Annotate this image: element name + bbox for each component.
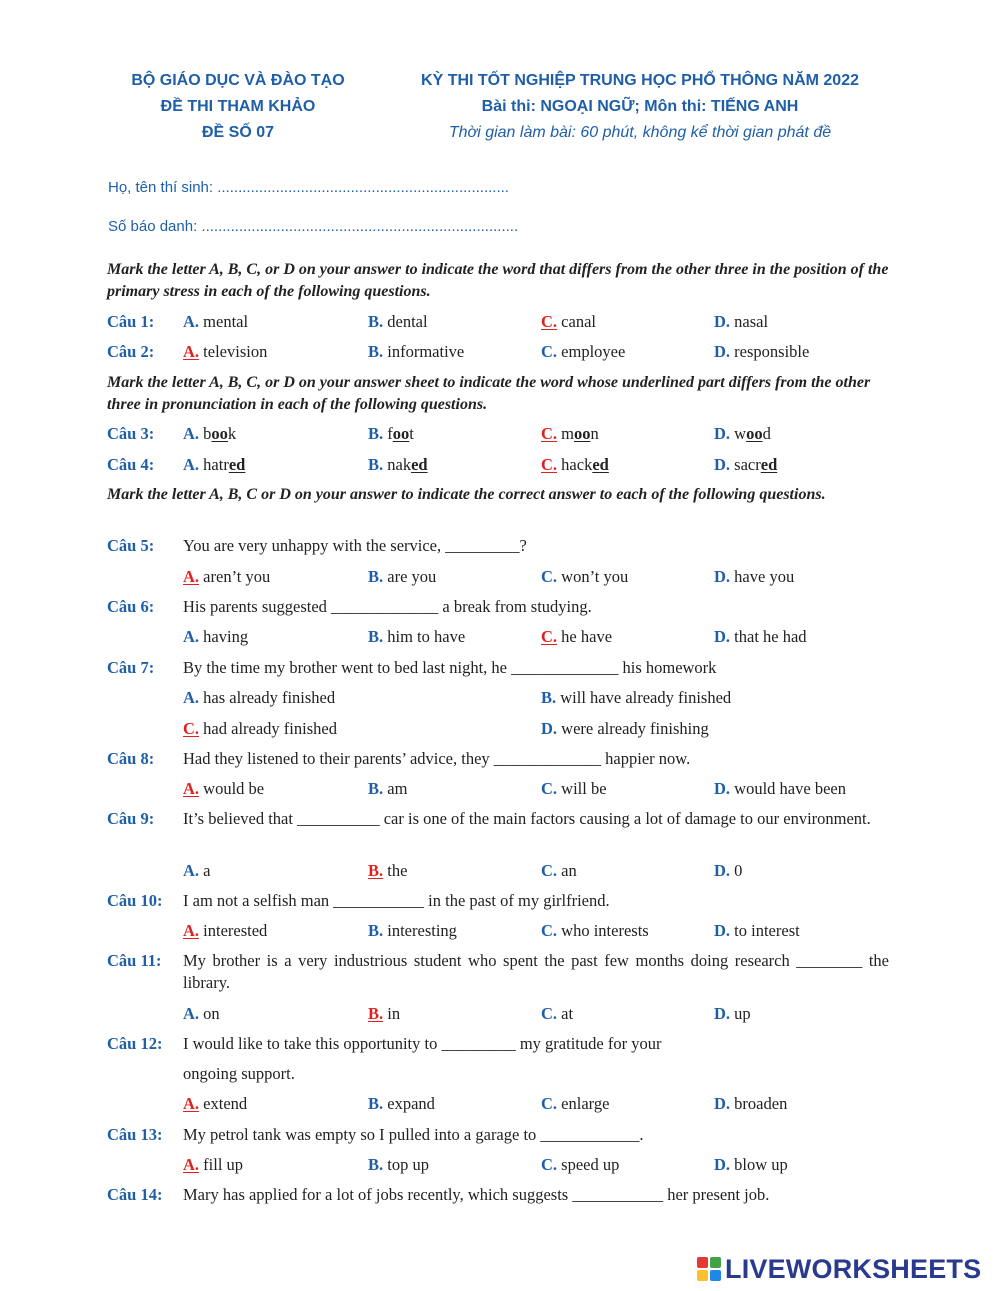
answer-letter: A.: [183, 342, 200, 361]
option-text: him to have: [387, 627, 466, 646]
option-text: would have been: [734, 779, 846, 798]
option-b[interactable]: [368, 1003, 400, 1025]
underlined-part: ed: [228, 455, 246, 474]
answer-letter: C.: [541, 312, 558, 331]
underlined-part: ed: [760, 455, 778, 474]
option-letter: B.: [368, 779, 384, 798]
option-text: interesting: [387, 921, 457, 940]
question-14-stem-row: [107, 1184, 892, 1208]
answer-letter: C.: [541, 424, 558, 443]
answer-letter: B.: [368, 861, 384, 880]
option-text-start: hatr: [203, 455, 229, 474]
option-text: dental: [387, 312, 428, 331]
question-8-options: [107, 778, 892, 802]
option-letter: C.: [541, 779, 558, 798]
option-a[interactable]: [183, 920, 267, 942]
option-b[interactable]: [368, 1093, 435, 1115]
answer-letter: C.: [183, 719, 200, 738]
option-text-start: sacr: [734, 455, 761, 474]
exam-time: Thời gian làm bài: 60 phút, không kể thời gian phát đề: [448, 124, 832, 141]
question-number: Câu 6:: [107, 597, 155, 616]
option-text: television: [203, 342, 268, 361]
option-text: aren’t you: [203, 567, 271, 586]
option-letter: D.: [714, 1094, 731, 1113]
option-a[interactable]: [183, 341, 267, 363]
option-letter: C.: [541, 921, 558, 940]
question-12-stem-row-2: [107, 1063, 892, 1087]
question-12-options: [107, 1093, 892, 1117]
option-text: mental: [203, 312, 249, 331]
question-3: [107, 423, 892, 447]
question-stem-continued: ongoing support.: [183, 1064, 295, 1083]
option-letter: A.: [183, 455, 200, 474]
option-b[interactable]: [368, 1154, 429, 1176]
question-10-stem-row: [107, 890, 892, 914]
option-a[interactable]: [183, 454, 245, 476]
option-text-start: b: [203, 424, 212, 443]
option-b[interactable]: [368, 860, 407, 882]
option-text: would be: [203, 779, 265, 798]
option-text: up: [734, 1004, 751, 1023]
option-text-end: k: [227, 424, 237, 443]
question-number: Câu 1:: [107, 312, 155, 331]
option-text: an: [561, 861, 577, 880]
option-letter: D.: [714, 424, 731, 443]
option-letter: A.: [183, 312, 200, 331]
answer-letter: A.: [183, 779, 200, 798]
option-d[interactable]: [714, 566, 794, 588]
option-b[interactable]: [368, 778, 407, 800]
option-text-end: d: [762, 424, 771, 443]
option-letter: D.: [714, 627, 731, 646]
option-letter: C.: [541, 1004, 558, 1023]
exam-type: ĐỀ THI THAM KHẢO: [160, 98, 316, 115]
option-d[interactable]: [714, 1093, 787, 1115]
exam-number: ĐỀ SỐ 07: [201, 124, 275, 141]
question-number: Câu 4:: [107, 455, 155, 474]
option-letter: D.: [714, 861, 731, 880]
question-stem: His parents suggested _____________ a break from studying.: [183, 597, 592, 616]
question-stem: Had they listened to their parents’ advice, they _____________ happier now.: [183, 749, 691, 768]
option-text-start: nak: [387, 455, 412, 474]
question-number: Câu 11:: [107, 951, 162, 970]
instruction-stress: Mark the letter A, B, C, or D on your answer to indicate the word that differs from the other three in the position of the primary stress in each of the following questions.: [107, 261, 889, 300]
option-text: on: [203, 1004, 220, 1023]
question-number: Câu 3:: [107, 424, 155, 443]
option-text: that he had: [734, 627, 807, 646]
question-11-options: [107, 1003, 892, 1027]
option-a[interactable]: [183, 860, 211, 882]
question-2: [107, 341, 892, 365]
option-letter: D.: [714, 921, 731, 940]
question-9-options: [107, 860, 892, 884]
option-letter: B.: [368, 627, 384, 646]
underlined-part: ed: [592, 455, 609, 474]
question-10-options: [107, 920, 892, 944]
exam-subject: Bài thi: NGOẠI NGỮ; Môn thi: TIẾNG ANH: [481, 98, 799, 115]
option-a[interactable]: [183, 423, 236, 445]
option-a[interactable]: [183, 1003, 220, 1025]
option-letter: D.: [714, 455, 731, 474]
option-letter: A.: [183, 1004, 200, 1023]
option-letter: C.: [541, 1155, 558, 1174]
option-text: informative: [387, 342, 465, 361]
option-letter: B.: [368, 921, 384, 940]
instruction-correct-answer: Mark the letter A, B, C or D on your answer to indicate the correct answer to each of the following questions.: [107, 486, 826, 503]
option-d[interactable]: [714, 454, 777, 476]
answer-letter: A.: [183, 1155, 200, 1174]
question-12-stem-row: [107, 1033, 892, 1057]
option-b[interactable]: [368, 423, 414, 445]
option-c[interactable]: [541, 1093, 609, 1115]
answer-letter: A.: [183, 567, 200, 586]
option-letter: D.: [714, 312, 731, 331]
option-text: canal: [561, 312, 596, 331]
option-letter: B.: [541, 688, 557, 707]
question-stem: It’s believed that __________ car is one of the main factors causing a lot of damage to our environment.: [183, 809, 871, 828]
option-text-start: hack: [561, 455, 593, 474]
option-text: nasal: [734, 312, 769, 331]
question-stem: By the time my brother went to bed last night, he _____________ his homework: [183, 658, 717, 677]
option-letter: D.: [714, 567, 731, 586]
option-letter: D.: [714, 342, 731, 361]
underlined-part: oo: [574, 424, 591, 443]
option-text: had already finished: [203, 719, 337, 738]
answer-letter: C.: [541, 627, 558, 646]
question-7-stem-row: [107, 657, 892, 681]
option-a[interactable]: [183, 566, 270, 588]
option-text-start: w: [734, 424, 747, 443]
option-b[interactable]: [368, 626, 465, 648]
option-a[interactable]: [183, 687, 335, 709]
question-number: Câu 2:: [107, 342, 155, 361]
question-8-stem-row: [107, 748, 892, 772]
option-text: were already finishing: [561, 719, 709, 738]
option-d[interactable]: [714, 311, 768, 333]
option-b[interactable]: [368, 920, 457, 942]
student-id-field: Số báo danh: ............................................................................: [108, 218, 519, 235]
option-text: expand: [387, 1094, 435, 1113]
option-letter: B.: [368, 342, 384, 361]
option-text: he have: [561, 627, 613, 646]
question-number: Câu 9:: [107, 809, 155, 828]
option-text-end: n: [590, 424, 599, 443]
option-letter: A.: [183, 688, 200, 707]
underlined-part: oo: [392, 424, 410, 443]
option-d[interactable]: [714, 626, 807, 648]
question-7-options-row-2: [107, 718, 892, 742]
option-text: has already finished: [203, 688, 336, 707]
option-d[interactable]: [714, 1154, 788, 1176]
question-4: [107, 454, 892, 478]
question-number: Câu 5:: [107, 536, 155, 555]
option-text: will be: [561, 779, 607, 798]
option-d[interactable]: [714, 860, 742, 882]
option-a[interactable]: [183, 778, 264, 800]
option-letter: D.: [714, 779, 731, 798]
option-c[interactable]: [541, 311, 596, 333]
option-text: won’t you: [561, 567, 629, 586]
option-letter: D.: [541, 719, 558, 738]
option-b[interactable]: [368, 341, 464, 363]
question-number: Câu 14:: [107, 1185, 163, 1204]
question-stem: Mary has applied for a lot of jobs recently, which suggests ___________ her present job.: [183, 1185, 770, 1204]
ministry-name: BỘ GIÁO DỤC VÀ ĐÀO TẠO: [131, 72, 345, 89]
liveworksheets-logo[interactable]: [697, 1254, 981, 1284]
option-letter: B.: [368, 1094, 384, 1113]
option-d[interactable]: [714, 341, 809, 363]
question-13-options: [107, 1154, 892, 1178]
option-d[interactable]: [714, 423, 771, 445]
option-text: will have already finished: [560, 688, 732, 707]
answer-letter: C.: [541, 455, 558, 474]
option-text: fill up: [203, 1155, 244, 1174]
option-letter: B.: [368, 567, 384, 586]
question-number: Câu 8:: [107, 749, 155, 768]
option-text: a: [203, 861, 211, 880]
option-c[interactable]: [541, 423, 599, 445]
option-letter: A.: [183, 861, 200, 880]
option-b[interactable]: [368, 454, 428, 476]
option-c[interactable]: [183, 718, 337, 740]
option-text: am: [387, 779, 408, 798]
option-c[interactable]: [541, 341, 625, 363]
header-right: [380, 68, 900, 146]
question-7-options-row-1: [107, 687, 892, 711]
option-text: 0: [734, 861, 743, 880]
option-b[interactable]: [541, 687, 731, 709]
option-a[interactable]: [183, 1154, 243, 1176]
question-5-options: [107, 566, 892, 590]
question-13-stem-row: [107, 1124, 892, 1148]
answer-letter: A.: [183, 921, 200, 940]
option-text-start: f: [387, 424, 393, 443]
option-text: in: [387, 1004, 401, 1023]
answer-letter: A.: [183, 1094, 200, 1113]
question-number: Câu 7:: [107, 658, 155, 677]
option-letter: B.: [368, 424, 384, 443]
option-c[interactable]: [541, 920, 649, 942]
option-text: having: [203, 627, 249, 646]
option-letter: A.: [183, 627, 200, 646]
option-letter: B.: [368, 1155, 384, 1174]
option-text-end: t: [409, 424, 414, 443]
logo-text: LIVEWORKSHEETS: [725, 1253, 982, 1284]
option-letter: C.: [541, 1094, 558, 1113]
option-letter: B.: [368, 455, 384, 474]
question-6-stem-row: [107, 596, 892, 620]
answer-letter: B.: [368, 1004, 384, 1023]
option-text-start: m: [561, 424, 575, 443]
question-stem: My brother is a very industrious student who spent the past few months doing research ________ the library.: [183, 951, 889, 992]
question-11-stem-row: [107, 950, 892, 998]
option-d[interactable]: [714, 1003, 751, 1025]
option-d[interactable]: [714, 920, 800, 942]
question-6-options: [107, 626, 892, 650]
option-a[interactable]: [183, 1093, 247, 1115]
question-1: [107, 311, 892, 335]
question-number: Câu 10:: [107, 891, 163, 910]
option-c[interactable]: [541, 566, 628, 588]
question-stem: You are very unhappy with the service, _________?: [183, 536, 527, 555]
option-c[interactable]: [541, 778, 607, 800]
option-text: broaden: [734, 1094, 788, 1113]
option-c[interactable]: [541, 1154, 619, 1176]
option-text: are you: [387, 567, 437, 586]
question-stem: My petrol tank was empty so I pulled into a garage to ____________.: [183, 1125, 644, 1144]
question-9-stem-row: [107, 808, 892, 856]
underlined-part: ed: [411, 455, 428, 474]
option-letter: D.: [714, 1004, 731, 1023]
option-c[interactable]: [541, 626, 612, 648]
exam-title: KỲ THI TỐT NGHIỆP TRUNG HỌC PHỔ THÔNG NĂM 2022: [421, 72, 859, 89]
option-b[interactable]: [368, 311, 428, 333]
question-number: Câu 12:: [107, 1034, 163, 1053]
option-letter: C.: [541, 567, 558, 586]
question-stem: I would like to take this opportunity to _________ my gratitude for your: [183, 1034, 662, 1053]
option-text: extend: [203, 1094, 248, 1113]
option-text: interested: [203, 921, 268, 940]
option-text: enlarge: [561, 1094, 610, 1113]
option-c[interactable]: [541, 454, 609, 476]
liveworksheets-logo-icon: [697, 1257, 721, 1281]
option-text: blow up: [734, 1155, 788, 1174]
option-letter: C.: [541, 342, 558, 361]
option-b[interactable]: [368, 566, 436, 588]
option-c[interactable]: [541, 1003, 573, 1025]
option-text: top up: [387, 1155, 429, 1174]
instruction-pronunciation: Mark the letter A, B, C, or D on your answer sheet to indicate the word whose underlined part differs from the other three in pronunciation in each of the following questions.: [107, 374, 871, 413]
option-text: employee: [561, 342, 626, 361]
option-d[interactable]: [541, 718, 709, 740]
student-name-field: Họ, tên thí sinh: ......................................................................: [108, 179, 509, 196]
option-letter: D.: [714, 1155, 731, 1174]
option-c[interactable]: [541, 860, 577, 882]
underlined-part: oo: [211, 424, 228, 443]
option-text: at: [561, 1004, 574, 1023]
option-letter: B.: [368, 312, 384, 331]
option-a[interactable]: [183, 626, 248, 648]
option-text: have you: [734, 567, 795, 586]
option-text: speed up: [561, 1155, 620, 1174]
option-a[interactable]: [183, 311, 248, 333]
header-left: [108, 68, 368, 146]
option-text: responsible: [734, 342, 810, 361]
question-5-stem-row: [107, 535, 892, 559]
option-text: the: [387, 861, 408, 880]
option-d[interactable]: [714, 778, 846, 800]
option-letter: C.: [541, 861, 558, 880]
question-stem: I am not a selfish man ___________ in the past of my girlfriend.: [183, 891, 610, 910]
option-text: to interest: [734, 921, 800, 940]
underlined-part: oo: [746, 424, 763, 443]
option-letter: A.: [183, 424, 200, 443]
question-number: Câu 13:: [107, 1125, 163, 1144]
option-text: who interests: [561, 921, 649, 940]
